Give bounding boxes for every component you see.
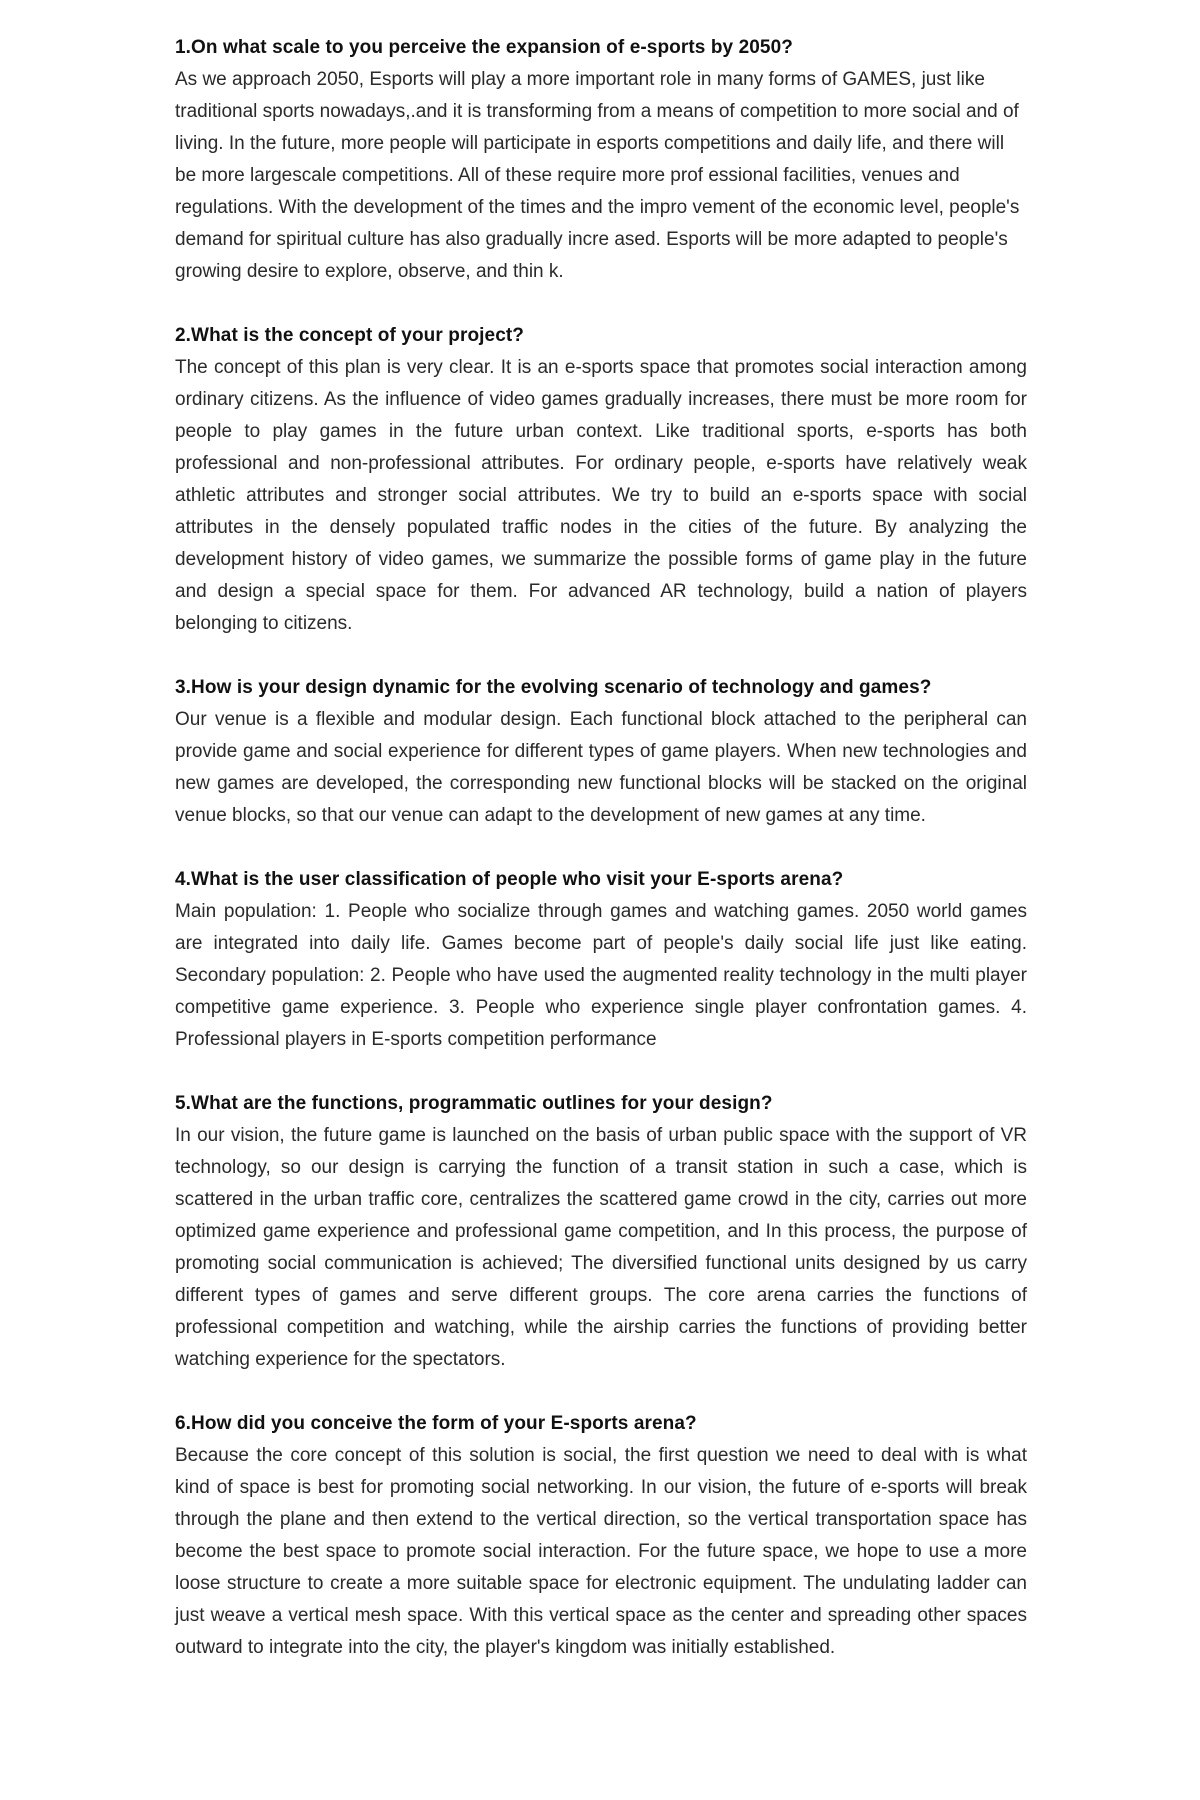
qa-section-1 <box>175 32 1027 288</box>
question-heading: 5.What are the functions, programmatic outlines for your design? <box>175 1093 773 1114</box>
answer-paragraph: In our vision, the future game is launched on the basis of urban public space with the support of VR technology, so our design is carrying the function of a transit station in such a case, which is scattered in the urban traffic core, centralizes the scattered game crowd in the city, carries out more optimized game experience and professional game competition, and In this process, the purpose of promoting social communication is achieved; The diversified functional units designed by us carry different types of games and serve different groups. The core arena carries the functions of professional competition and watching, while the airship carries the functions of providing better watching experience for the spectators. <box>175 1125 1027 1370</box>
answer-paragraph: Because the core concept of this solution is social, the first question we need to deal with is what kind of space is best for promoting social networking. In our vision, the future of e-sports will break through the plane and then extend to the vertical direction, so the vertical transportation space has become the best space to promote social interaction. For the future space, we hope to use a more loose structure to create a more suitable space for electronic equipment. The undulating ladder can just weave a vertical mesh space. With this vertical space as the center and spreading other spaces outward to integrate into the city, the player's kingdom was initially established. <box>175 1445 1027 1658</box>
qa-section-4 <box>175 864 1027 1056</box>
qa-section-6 <box>175 1408 1027 1664</box>
question-heading: 2.What is the concept of your project? <box>175 325 525 346</box>
qa-section-3 <box>175 672 1027 832</box>
answer-paragraph: Our venue is a flexible and modular design. Each functional block attached to the peripheral can provide game and social experience for different types of game players. When new technologies and new games are developed, the corresponding new functional blocks will be stacked on the original venue blocks, so that our venue can adapt to the development of new games at any time. <box>175 709 1027 826</box>
question-heading: 6.How did you conceive the form of your E-sports arena? <box>175 1413 697 1434</box>
answer-paragraph: The concept of this plan is very clear. It is an e-sports space that promotes social interaction among ordinary citizens. As the influence of video games gradually increases, there must be more room for people to play games in the future urban context. Like traditional sports, e-sports has both professional and non-professional attributes. For ordinary people, e-sports have relatively weak athletic attributes and stronger social attributes. We try to build an e-sports space with social attributes in the densely populated traffic nodes in the cities of the future. By analyzing the development history of video games, we summarize the possible forms of game play in the future and design a special space for them. For advanced AR technology, build a nation of players belonging to citizens. <box>175 357 1027 634</box>
document-page <box>175 32 1027 1664</box>
question-heading: 3.How is your design dynamic for the evolving scenario of technology and games? <box>175 677 932 698</box>
question-heading: 4.What is the user classification of people who visit your E-sports arena? <box>175 869 844 890</box>
qa-section-5 <box>175 1088 1027 1376</box>
answer-paragraph: As we approach 2050, Esports will play a more important role in many forms of GAMES, just like traditional sports nowadays,.and it is transforming from a means of competition to more social and of living. In the future, more people will participate in esports competitions and daily life, and there will be more largescale competitions. All of these require more prof essional facilities, venues and regulations. With the development of the times and the impro vement of the economic level, people's demand for spiritual culture has also gradually incre ased. Esports will be more adapted to people's growing desire to explore, observe, and thin k. <box>175 69 1020 282</box>
qa-section-2 <box>175 320 1027 640</box>
question-heading: 1.On what scale to you perceive the expansion of e-sports by 2050? <box>175 37 793 58</box>
answer-paragraph: Main population: 1. People who socialize through games and watching games. 2050 world games are integrated into daily life. Games become part of people's daily social life just like eating. Secondary population: 2. People who have used the augmented reality technology in the multi player competitive game experience. 3. People who experience single player confrontation games. 4. Professional players in E-sports competition performance <box>175 901 1027 1050</box>
